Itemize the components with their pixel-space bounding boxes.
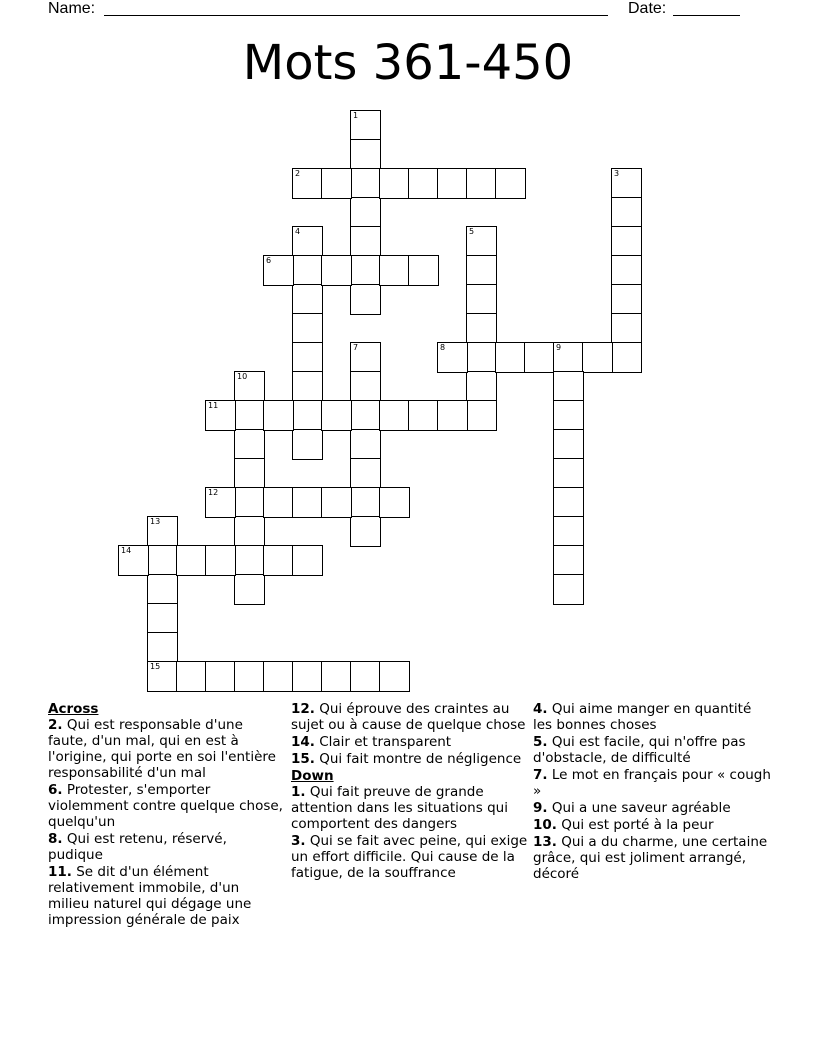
grid-cell[interactable] bbox=[495, 342, 526, 373]
grid-cell[interactable] bbox=[263, 255, 294, 286]
grid-cell[interactable] bbox=[350, 661, 381, 692]
grid-cell[interactable] bbox=[437, 168, 468, 199]
clue-number: 11 bbox=[208, 401, 219, 410]
clue bbox=[533, 834, 773, 882]
grid-cell[interactable] bbox=[234, 545, 265, 576]
clue-number-label: 12. bbox=[291, 701, 315, 717]
grid-cell[interactable] bbox=[292, 371, 323, 402]
clue bbox=[291, 701, 529, 733]
grid-cell[interactable] bbox=[321, 661, 352, 692]
grid-cell[interactable] bbox=[350, 226, 381, 257]
clue-number: 10 bbox=[237, 372, 248, 381]
across-clue-list bbox=[48, 717, 284, 928]
clue-number: 9 bbox=[556, 343, 562, 352]
grid-cell[interactable] bbox=[379, 400, 410, 431]
grid-cell[interactable] bbox=[321, 255, 352, 286]
grid-cell[interactable] bbox=[234, 661, 265, 692]
grid-cell[interactable] bbox=[176, 545, 207, 576]
grid-cell[interactable] bbox=[234, 487, 265, 518]
grid-cell[interactable] bbox=[553, 429, 584, 460]
grid-cell[interactable] bbox=[466, 284, 497, 315]
grid-cell[interactable] bbox=[321, 487, 352, 518]
clue bbox=[291, 751, 529, 767]
grid-cell[interactable] bbox=[350, 197, 381, 228]
clue-text: Se dit d'un élément relativement immobile, d'un milieu naturel qui dégage une impression générale de paix bbox=[48, 864, 252, 928]
clue-number-label: 15. bbox=[291, 751, 315, 767]
clue-number: 1 bbox=[353, 111, 359, 120]
clue-number-label: 8. bbox=[48, 831, 63, 847]
clue-number: 2 bbox=[295, 169, 301, 178]
clue bbox=[533, 800, 773, 816]
clue-number: 4 bbox=[295, 227, 301, 236]
grid-cell[interactable] bbox=[350, 139, 381, 170]
grid-cell[interactable] bbox=[611, 284, 642, 315]
grid-cell[interactable] bbox=[118, 545, 149, 576]
grid-cell[interactable] bbox=[350, 429, 381, 460]
grid-cell[interactable] bbox=[263, 487, 294, 518]
clue-number: 15 bbox=[150, 662, 161, 671]
grid-cell[interactable] bbox=[466, 313, 497, 344]
clue bbox=[48, 864, 284, 928]
grid-cell[interactable] bbox=[466, 226, 497, 257]
grid-cell[interactable] bbox=[350, 400, 381, 431]
grid-cell[interactable] bbox=[292, 313, 323, 344]
clue-text: Qui se fait avec peine, qui exige un effort difficile. Qui cause de la fatigue, de la souffrance bbox=[291, 833, 528, 881]
grid-cell[interactable] bbox=[495, 168, 526, 199]
grid-cell[interactable] bbox=[379, 255, 410, 286]
clue bbox=[291, 784, 529, 832]
clue-number: 12 bbox=[208, 488, 219, 497]
grid-cell[interactable] bbox=[292, 400, 323, 431]
grid-cell[interactable] bbox=[321, 168, 352, 199]
grid-cell[interactable] bbox=[350, 458, 381, 489]
clue bbox=[533, 817, 773, 833]
grid-cell[interactable] bbox=[553, 400, 584, 431]
grid-cell[interactable] bbox=[611, 255, 642, 286]
grid-cell[interactable] bbox=[234, 429, 265, 460]
grid-cell[interactable] bbox=[205, 545, 236, 576]
grid-cell[interactable] bbox=[350, 487, 381, 518]
clues-column-3 bbox=[533, 701, 773, 883]
clue bbox=[291, 734, 529, 750]
clue-number-label: 13. bbox=[533, 834, 557, 850]
clue bbox=[48, 782, 284, 830]
grid-cell[interactable] bbox=[205, 400, 236, 431]
clue-number-label: 5. bbox=[533, 734, 548, 750]
grid-cell[interactable] bbox=[553, 342, 584, 373]
grid-cell[interactable] bbox=[611, 197, 642, 228]
clue-number-label: 9. bbox=[533, 800, 548, 816]
clue-number-label: 1. bbox=[291, 784, 306, 800]
grid-cell[interactable] bbox=[292, 168, 323, 199]
grid-cell[interactable] bbox=[350, 516, 381, 547]
clue-text: Qui a une saveur agréable bbox=[547, 800, 731, 816]
grid-cell[interactable] bbox=[466, 400, 497, 431]
grid-cell[interactable] bbox=[611, 313, 642, 344]
grid-cell[interactable] bbox=[263, 545, 294, 576]
grid-cell[interactable] bbox=[350, 168, 381, 199]
grid-cell[interactable] bbox=[147, 661, 178, 692]
grid-cell[interactable] bbox=[553, 487, 584, 518]
grid-cell[interactable] bbox=[379, 487, 410, 518]
clue-text: Qui est porté à la peur bbox=[556, 817, 714, 833]
name-label: Name: bbox=[48, 0, 96, 17]
clue-text: Qui est facile, qui n'offre pas d'obstacle, de difficulté bbox=[533, 734, 746, 766]
clue-text: Clair et transparent bbox=[314, 734, 452, 750]
grid-cell[interactable] bbox=[263, 661, 294, 692]
grid-cell[interactable] bbox=[350, 110, 381, 141]
grid-cell[interactable] bbox=[466, 371, 497, 402]
grid-cell[interactable] bbox=[147, 545, 178, 576]
down-clue-list bbox=[291, 784, 529, 881]
grid-cell[interactable] bbox=[205, 661, 236, 692]
grid-cell[interactable] bbox=[292, 342, 323, 373]
grid-cell[interactable] bbox=[205, 487, 236, 518]
grid-cell[interactable] bbox=[611, 168, 642, 199]
clues-column-1 bbox=[48, 701, 284, 929]
grid-cell[interactable] bbox=[611, 226, 642, 257]
grid-cell[interactable] bbox=[466, 342, 497, 373]
grid-cell[interactable] bbox=[553, 371, 584, 402]
clue-number-label: 10. bbox=[533, 817, 557, 833]
grid-cell[interactable] bbox=[292, 255, 323, 286]
grid-cell[interactable] bbox=[553, 516, 584, 547]
grid-cell[interactable] bbox=[350, 342, 381, 373]
clue-number-label: 7. bbox=[533, 767, 548, 783]
grid-cell[interactable] bbox=[147, 603, 178, 634]
clue-number-label: 3. bbox=[291, 833, 306, 849]
grid-cell[interactable] bbox=[553, 458, 584, 489]
grid-cell[interactable] bbox=[379, 168, 410, 199]
grid-cell[interactable] bbox=[321, 400, 352, 431]
clue-text: Qui est responsable d'une faute, d'un mal, qui en est à l'origine, qui porte en soi l'entière responsabilité d'un mal bbox=[48, 717, 276, 781]
grid-cell[interactable] bbox=[147, 632, 178, 663]
grid-cell[interactable] bbox=[292, 429, 323, 460]
clue-text: Qui éprouve des craintes au sujet ou à cause de quelque chose bbox=[291, 701, 526, 733]
down-heading: Down bbox=[291, 768, 334, 784]
clue-number: 6 bbox=[266, 256, 272, 265]
grid-cell[interactable] bbox=[234, 400, 265, 431]
clue bbox=[533, 701, 773, 733]
grid-cell[interactable] bbox=[292, 487, 323, 518]
grid-cell[interactable] bbox=[524, 342, 555, 373]
clue-text: Qui aime manger en quantité les bonnes choses bbox=[533, 701, 752, 733]
grid-cell[interactable] bbox=[553, 545, 584, 576]
clue-number-label: 14. bbox=[291, 734, 315, 750]
grid-cell[interactable] bbox=[292, 226, 323, 257]
grid-cell[interactable] bbox=[437, 342, 468, 373]
grid-cell[interactable] bbox=[234, 371, 265, 402]
grid-cell[interactable] bbox=[408, 168, 439, 199]
across-clue-list-continued bbox=[291, 701, 529, 767]
grid-cell[interactable] bbox=[234, 516, 265, 547]
grid-cell[interactable] bbox=[263, 400, 294, 431]
clue-number-label: 4. bbox=[533, 701, 548, 717]
grid-cell[interactable] bbox=[408, 255, 439, 286]
down-clue-list-continued bbox=[533, 701, 773, 882]
clue-number: 5 bbox=[469, 227, 475, 236]
clue-number: 14 bbox=[121, 546, 132, 555]
grid-cell[interactable] bbox=[611, 342, 642, 373]
grid-cell[interactable] bbox=[292, 545, 323, 576]
clue-number-label: 6. bbox=[48, 782, 63, 798]
clue-number: 3 bbox=[614, 169, 620, 178]
grid-cell[interactable] bbox=[553, 574, 584, 605]
grid-cell[interactable] bbox=[234, 458, 265, 489]
clue bbox=[291, 833, 529, 881]
clue-text: Qui fait preuve de grande attention dans les situations qui comportent des dangers bbox=[291, 784, 508, 832]
grid-cell[interactable] bbox=[379, 661, 410, 692]
clue-text: Protester, s'emporter violemment contre quelque chose, quelqu'un bbox=[48, 782, 283, 830]
clue bbox=[48, 831, 284, 863]
clue-number: 8 bbox=[440, 343, 446, 352]
grid-cell[interactable] bbox=[582, 342, 613, 373]
clue-text: Qui a du charme, une certaine grâce, qui est joliment arrangé, décoré bbox=[533, 834, 768, 882]
grid-cell[interactable] bbox=[408, 400, 439, 431]
clue-number-label: 11. bbox=[48, 864, 72, 880]
grid-cell[interactable] bbox=[350, 284, 381, 315]
clue-text: Qui fait montre de négligence bbox=[314, 751, 522, 767]
clue bbox=[48, 717, 284, 781]
clue bbox=[533, 767, 773, 799]
clue-number-label: 2. bbox=[48, 717, 63, 733]
grid-cell[interactable] bbox=[147, 516, 178, 547]
grid-cell[interactable] bbox=[176, 661, 207, 692]
grid-cell[interactable] bbox=[437, 400, 468, 431]
page-title: Mots 361-450 bbox=[242, 35, 574, 91]
grid-cell[interactable] bbox=[350, 255, 381, 286]
clue-text: Le mot en français pour « cough » bbox=[533, 767, 771, 799]
date-label: Date: bbox=[628, 0, 667, 17]
grid-cell[interactable] bbox=[466, 255, 497, 286]
clue-number: 7 bbox=[353, 343, 359, 352]
grid-cell[interactable] bbox=[466, 168, 497, 199]
grid-cell[interactable] bbox=[350, 371, 381, 402]
clue-number: 13 bbox=[150, 517, 161, 526]
clue-text: Qui est retenu, réservé, pudique bbox=[48, 831, 227, 863]
across-heading: Across bbox=[48, 701, 99, 717]
grid-cell[interactable] bbox=[147, 574, 178, 605]
clues-column-2 bbox=[291, 701, 529, 882]
clue bbox=[533, 734, 773, 766]
grid-cell[interactable] bbox=[292, 661, 323, 692]
grid-cell[interactable] bbox=[292, 284, 323, 315]
grid-cell[interactable] bbox=[234, 574, 265, 605]
